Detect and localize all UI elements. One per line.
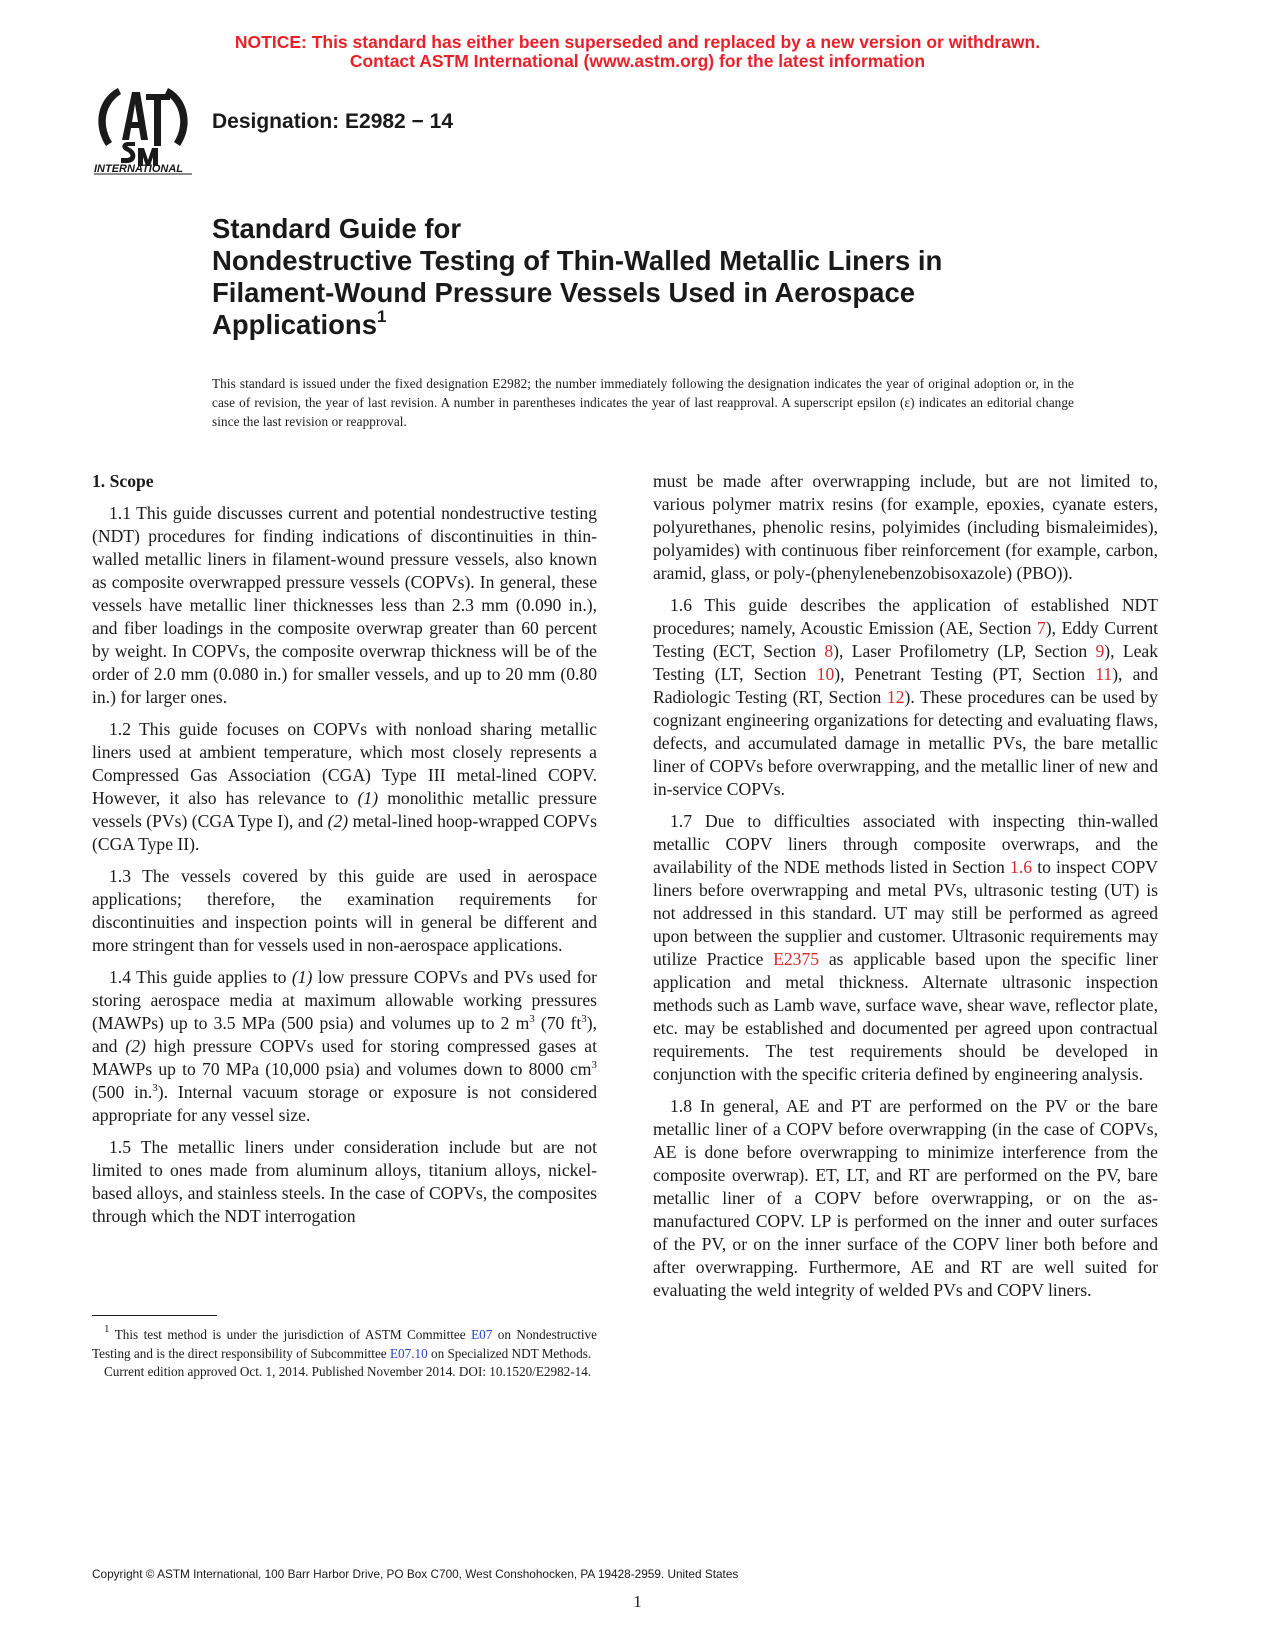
section-link-9[interactable]: 9: [1095, 641, 1105, 661]
paragraph-1-8: 1.8 In general, AE and PT are performed on the PV or the bare metallic liner of a COPV before overwrapping (in the case of COPVs, AE is done before overwrapping to minimize interference from the composite overwrap). ET, LT, and RT are performed on the PV, bare metallic liner of a COPV before overwrapping, or on the as-manufactured COPV. LP is performed on the inner and outer surfaces of the PV, or on the inner surface of the COPV liner both before and after overwrapping. Furthermore, AE and RT are well suited for evaluating the weld integrity of welded PVs and COPV liners.: [653, 1096, 1158, 1300]
section-link-1-6[interactable]: 1.6: [1010, 857, 1033, 877]
footnote: [92, 1323, 597, 1382]
title-line-4: [212, 309, 1112, 341]
paragraph-1-6: 1.6 This guide describes the application of established NDT procedures; namely, Acoustic Emission (AE, Section 7), Eddy Current Testing (ECT, Section 8), Laser Profilometry (LP, Section 9), Leak Testing (LT, Section 10), Penetrant Testing (PT, Section 11), and Radiologic Testing (RT, Section 12). These procedures can be used by cognizant engineering organizations for detecting and evaluating flaws, defects, and accumulated damage in metallic PVs, the bare metallic liner of COPVs before overwrapping, and the metallic liner of new and in-service COPVs.: [653, 595, 1159, 799]
paragraph-1-7: 1.7 Due to difficulties associated with inspecting thin-walled metallic COPV liners through composite overwraps, and the availability of the NDE methods listed in Section 1.6 to inspect COPV liners before overwrapping and metal PVs, ultrasonic testing (UT) is not addressed in this standard. UT may still be performed as agreed upon between the supplier and customer. Ultrasonic requirements may utilize Practice E2375 as applicable based upon the specific liner application and metal thickness. Alternate ultrasonic inspection methods such as Lamb wave, surface wave, shear wave, reflector plate, etc. may be established and documented per agreed upon contractual requirements. The test requirements should be developed in conjunction with the specific criteria defined by engineering analysis.: [653, 811, 1159, 1084]
right-column: [653, 470, 1158, 1311]
title-line-4-text: Applications: [212, 309, 378, 340]
designation: Designation: E2982 − 14: [212, 110, 454, 133]
notice-line-1: NOTICE: This standard has either been superseded and replaced by a new version or withdrawn.: [234, 32, 1041, 52]
section-link-10[interactable]: 10: [816, 664, 835, 684]
section-heading-scope: 1. Scope: [92, 471, 154, 491]
title-line-1: Standard Guide for: [212, 213, 462, 244]
notice-line-2: Contact ASTM International (www.astm.org) for the latest information: [349, 51, 926, 71]
committee-link-e07[interactable]: E07: [471, 1327, 493, 1342]
title-footnote-mark: 1: [377, 307, 387, 326]
footnote-edition: Current edition approved Oct. 1, 2014. Published November 2014. DOI: 10.1520/E2982-14.: [104, 1364, 592, 1379]
document-title: [212, 213, 1112, 341]
paragraph-1-2: 1.2 This guide focuses on COPVs with nonload sharing metallic liners used at ambient temperature, which most closely represents a Compressed Gas Association (CGA) Type III metal-lined COPV. However, it also has relevance to (1) monolithic metallic pressure vessels (PVs) (CGA Type I), and (2) metal-lined hoop-wrapped COPVs (CGA Type II).: [92, 719, 597, 854]
title-line-3: Filament-Wound Pressure Vessels Used in Aerospace: [212, 277, 916, 308]
section-link-11[interactable]: 11: [1095, 664, 1113, 684]
section-link-7[interactable]: 7: [1036, 618, 1046, 638]
subcommittee-link-e07-10[interactable]: E07.10: [389, 1345, 428, 1361]
page-number: 1: [633, 1592, 642, 1611]
left-column: [92, 470, 597, 1237]
issued-note: This standard is issued under the fixed designation E2982; the number immediately following the designation indicates the year of original adoption or, in the case of revision, the year of last revision. A number in parentheses indicates the year of last reapproval. A superscript epsilon (ε) indicates an editorial change since the last revision or reapproval.: [212, 376, 1074, 429]
practice-link-e2375[interactable]: E2375: [773, 949, 820, 969]
logo-text: INTERNATIONAL: [94, 163, 184, 175]
paragraph-1-1: 1.1 This guide discusses current and potential nondestructive testing (NDT) procedures for finding indications of discontinuities in thin-walled metallic liners in filament-wound pressure vessels, also known as composite overwrapped pressure vessels (COPVs). In general, these vessels have metallic liner thicknesses less than 2.3 mm (0.090 in.), and fiber loadings in the composite overwrap greater than 60 percent by weight. In COPVs, the composite overwrap thickness will be of the order of 2.0 mm (0.080 in.) for smaller vessels, and up to 20 mm (0.80 in.) for larger ones.: [92, 503, 597, 707]
section-link-12[interactable]: 12: [886, 687, 905, 707]
footnote-jurisdiction: $^1$ This test method is under the jurisdiction of ASTM Committee E07 on Nondestructive Testing and is the direct responsibility of Subcommittee E07.10 on Specialized NDT Methods.: [92, 1323, 597, 1361]
paragraph-1-3: 1.3 The vessels covered by this guide are used in aerospace applications; therefore, the examination requirements for discontinuities and inspection points will in general be different and more stringent than for vessels used in non-aerospace applications.: [92, 866, 597, 955]
paragraph-1-4: 1.4 This guide applies to (1) low pressure COPVs and PVs used for storing aerospace media at maximum allowable working pressures (MAWPs) up to 3.5 MPa (500 psia) and volumes up to 2 $m^3$ (70 $ft^3$), and (2) high pressure COPVs used for storing compressed gases at MAWPs up to 70 MPa (10,000 psia) and volumes down to 8000 $cm^3$ (500 in.$^3$). Internal vacuum storage or exposure is not considered appropriate for any vessel size.: [92, 967, 598, 1125]
title-line-2: Nondestructive Testing of Thin-Walled Metallic Liners in: [212, 245, 943, 276]
withdrawal-notice: [0, 33, 1275, 71]
paragraph-1-5: 1.5 The metallic liners under consideration include but are not limited to ones made from aluminum alloys, titanium alloys, nickel-based alloys, and stainless steels. In the case of COPVs, the composites through which the NDT interrogation: [92, 1137, 597, 1226]
astm-logo: [88, 80, 198, 176]
paragraph-1-5-continued: must be made after overwrapping include, but are not limited to, various polymer matrix resins (for example, epoxies, cyanate esters, polyurethanes, phenolic resins, polyimides (including bismaleimides), polyamides) with continuous fiber reinforcement (for example, carbon, aramid, glass, or poly-(phenylenebenzobisoxazole) (PBO)).: [653, 471, 1158, 583]
footnote-divider: [92, 1315, 217, 1316]
copyright: Copyright © ASTM International, 100 Barr Harbor Drive, PO Box C700, West Conshohocken, PA 19428-2959. United States: [92, 1567, 739, 1581]
section-link-8[interactable]: 8: [824, 641, 834, 661]
